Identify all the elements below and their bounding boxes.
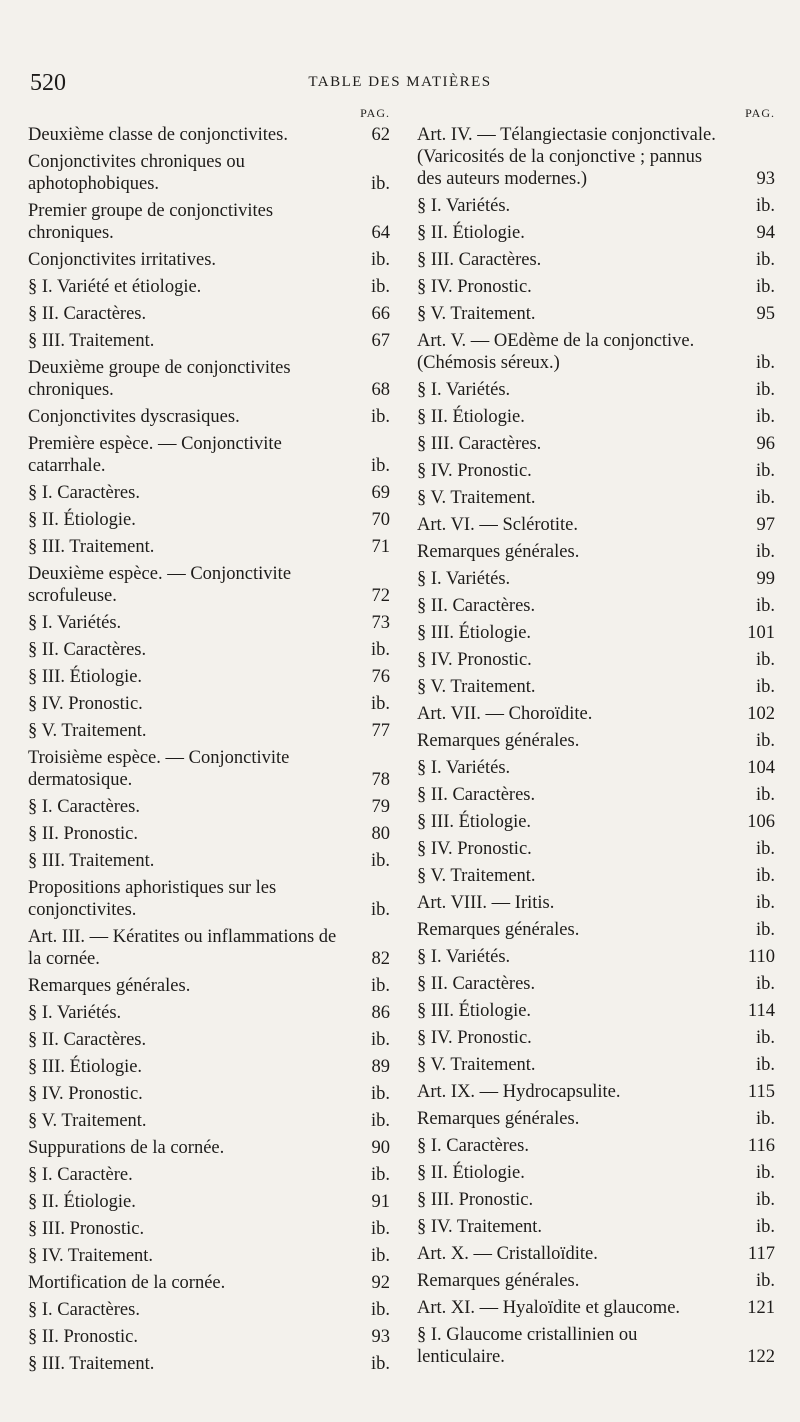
toc-entry-title: § II. Caractères. <box>417 974 536 994</box>
toc-entry-page: ib. <box>755 488 775 508</box>
toc-entry-page: ib. <box>755 893 775 913</box>
running-head: TABLE DES MATIÈRES <box>308 74 492 90</box>
toc-entry-page: ib. <box>370 456 390 476</box>
toc-entry-title: Conjonctivites chroniques ou aphotophobiques. <box>28 152 245 194</box>
toc-entry <box>417 730 775 752</box>
toc-entry-page: ib. <box>370 1030 390 1050</box>
toc-entry <box>417 946 775 968</box>
toc-entry-page: ib. <box>755 1217 775 1237</box>
toc-entry <box>417 249 775 271</box>
toc-entry <box>417 919 775 941</box>
toc-entry-title: § II. Étiologie. <box>417 1163 525 1183</box>
toc-entry-page: ib. <box>755 650 775 670</box>
toc-entry <box>28 1272 390 1294</box>
toc-entry <box>417 276 775 298</box>
toc-entry-title: Art. IX. — Hydrocapsulite. <box>417 1082 621 1102</box>
toc-entry-title: § III. Étiologie. <box>417 623 532 643</box>
toc-entry-title: § III. Pronostic. <box>417 1190 534 1210</box>
toc-entry <box>417 541 775 563</box>
toc-entry-title: Remarques générales. <box>417 1271 580 1291</box>
toc-entry <box>417 379 775 401</box>
toc-entry-page: ib. <box>370 640 390 660</box>
toc-entry-title: § III. Traitement. <box>28 1354 155 1374</box>
toc-entry-page: ib. <box>755 596 775 616</box>
toc-entry-page: 62 <box>371 125 390 145</box>
toc-entry-title: § III. Traitement. <box>28 851 155 871</box>
toc-entry-title: § I. Glaucome cristallinien ou lenticulaire. <box>417 1325 638 1367</box>
toc-entry-title: Art. V. — OEdème de la conjonctive. (Chémosis séreux.) <box>417 331 695 373</box>
toc-entry-title: § III. Caractères. <box>417 434 542 454</box>
toc-entry <box>28 1218 390 1240</box>
toc-entry <box>417 892 775 914</box>
toc-entry <box>28 823 390 845</box>
toc-entry-page: ib. <box>755 1028 775 1048</box>
toc-entry-title: § IV. Pronostic. <box>417 277 532 297</box>
toc-entry <box>28 406 390 428</box>
toc-entry-page: 115 <box>747 1082 775 1102</box>
toc-entry-title: § V. Traitement. <box>417 866 536 886</box>
toc-entry-title: § V. Traitement. <box>417 1055 536 1075</box>
toc-entry-page: 86 <box>371 1003 390 1023</box>
toc-entry-title: § V. Traitement. <box>28 721 147 741</box>
toc-entry <box>417 1000 775 1022</box>
toc-entry-page: ib. <box>370 174 390 194</box>
toc-entry-title: § IV. Pronostic. <box>28 694 143 714</box>
toc-entry-page: 91 <box>371 1192 390 1212</box>
toc-entry-page: 77 <box>371 721 390 741</box>
toc-entry <box>417 1243 775 1265</box>
toc-entry-title: § IV. Traitement. <box>417 1217 543 1237</box>
toc-entry-page: 80 <box>371 824 390 844</box>
toc-entry <box>28 303 390 325</box>
toc-entry-page: 116 <box>747 1136 775 1156</box>
toc-entry-page: ib. <box>755 1163 775 1183</box>
toc-entry <box>417 514 775 536</box>
toc-entry-page: 69 <box>371 483 390 503</box>
toc-entry-title: § I. Caractères. <box>28 1300 140 1320</box>
toc-entry-page: ib. <box>370 1354 390 1374</box>
toc-entry-title: § V. Traitement. <box>417 677 536 697</box>
toc-right-entries <box>417 124 775 1368</box>
toc-entry-page: ib. <box>370 976 390 996</box>
toc-entry-page: ib. <box>755 353 775 373</box>
toc-entry <box>417 1054 775 1076</box>
toc-entry <box>417 622 775 644</box>
toc-entry-title: Suppurations de la cornée. <box>28 1138 225 1158</box>
toc-entry <box>28 276 390 298</box>
toc-entry-page: 71 <box>371 537 390 557</box>
toc-entry-title: Première espèce. — Conjonctivite catarrhale. <box>28 434 282 476</box>
toc-entry <box>417 1297 775 1319</box>
toc-entry <box>28 1083 390 1105</box>
toc-entry <box>28 200 390 244</box>
toc-entry <box>28 796 390 818</box>
toc-entry-title: § III. Étiologie. <box>417 1001 532 1021</box>
toc-entry <box>28 151 390 195</box>
toc-entry-title: § II. Étiologie. <box>28 510 136 530</box>
toc-entry-page: 73 <box>371 613 390 633</box>
toc-entry <box>28 877 390 921</box>
toc-entry-title: § I. Caractères. <box>417 1136 529 1156</box>
toc-entry <box>28 1029 390 1051</box>
toc-entry <box>417 433 775 455</box>
toc-entry-title: § IV. Traitement. <box>28 1246 154 1266</box>
toc-entry-page: ib. <box>370 407 390 427</box>
toc-entry-title: § II. Pronostic. <box>28 1327 138 1347</box>
toc-entry <box>28 975 390 997</box>
toc-entry <box>28 639 390 661</box>
toc-entry-title: § II. Étiologie. <box>417 223 525 243</box>
toc-entry <box>28 433 390 477</box>
toc-entry-title: § II. Caractères. <box>417 785 536 805</box>
toc-entry-title: § II. Pronostic. <box>28 824 138 844</box>
toc-entry-page: ib. <box>755 677 775 697</box>
toc-entry-page: 102 <box>747 704 775 724</box>
toc-right-column <box>417 102 775 1373</box>
toc-entry-title: § II. Caractères. <box>28 640 147 660</box>
toc-entry-title: § I. Variétés. <box>28 613 122 633</box>
toc-entry-page: ib. <box>370 277 390 297</box>
toc-entry-title: § II. Étiologie. <box>417 407 525 427</box>
toc-entry <box>417 703 775 725</box>
toc-entry-title: § III. Caractères. <box>417 250 542 270</box>
toc-entry-page: 106 <box>747 812 775 832</box>
toc-entry <box>28 1164 390 1186</box>
toc-entry-page: 64 <box>371 223 390 243</box>
toc-entry <box>28 1326 390 1348</box>
toc-entry <box>417 1135 775 1157</box>
toc-entry <box>417 1189 775 1211</box>
toc-entry <box>28 1299 390 1321</box>
toc-entry <box>417 1162 775 1184</box>
toc-entry-title: Art. III. — Kératites ou inflammations de la cornée. <box>28 927 337 969</box>
pag-label-left: PAG. <box>360 106 390 120</box>
pag-label-right: PAG. <box>745 106 775 120</box>
toc-entry-page: ib. <box>370 900 390 920</box>
toc-entry-page: 117 <box>747 1244 775 1264</box>
toc-entry-title: § IV. Pronostic. <box>417 1028 532 1048</box>
toc-entry <box>417 487 775 509</box>
toc-entry-page: ib. <box>755 542 775 562</box>
toc-entry-title: § IV. Pronostic. <box>417 461 532 481</box>
toc-entry-title: Troisième espèce. — Conjonctivite dermatosique. <box>28 748 290 790</box>
toc-entry-page: ib. <box>755 380 775 400</box>
toc-entry <box>28 1002 390 1024</box>
toc-entry-page: 94 <box>756 223 775 243</box>
toc-entry-page: 122 <box>747 1347 775 1367</box>
toc-entry-page: ib. <box>370 1246 390 1266</box>
toc-entry-title: § III. Traitement. <box>28 331 155 351</box>
toc-entry-title: § IV. Pronostic. <box>417 650 532 670</box>
toc-entry-title: § II. Caractères. <box>417 596 536 616</box>
toc-entry-title: § II. Caractères. <box>28 1030 147 1050</box>
toc-entry-page: ib. <box>755 250 775 270</box>
toc-entry <box>417 1216 775 1238</box>
toc-entry-page: ib. <box>755 785 775 805</box>
toc-entry-title: § I. Variétés. <box>28 1003 122 1023</box>
toc-entry <box>417 649 775 671</box>
page-number: 520 <box>30 70 66 96</box>
toc-entry <box>28 330 390 352</box>
toc-entry-page: ib. <box>370 250 390 270</box>
toc-entry-title: Propositions aphoristiques sur les conjonctivites. <box>28 878 277 920</box>
toc-entry <box>28 509 390 531</box>
toc-entry <box>28 357 390 401</box>
toc-entry-title: Remarques générales. <box>28 976 191 996</box>
toc-entry <box>417 1108 775 1130</box>
toc-entry-title: § V. Traitement. <box>417 488 536 508</box>
toc-entry-title: § I. Caractères. <box>28 797 140 817</box>
toc-entry <box>417 973 775 995</box>
toc-entry <box>417 1324 775 1368</box>
toc-entry <box>28 850 390 872</box>
toc-entry-page: 95 <box>756 304 775 324</box>
toc-entry-page: ib. <box>370 1219 390 1239</box>
toc-entry-title: Remarques générales. <box>417 542 580 562</box>
toc-entry-page: ib. <box>755 866 775 886</box>
toc-entry-page: ib. <box>755 920 775 940</box>
toc-entry-title: § III. Pronostic. <box>28 1219 145 1239</box>
toc-entry-title: Deuxième espèce. — Conjonctivite scrofuleuse. <box>28 564 292 606</box>
toc-entry <box>417 676 775 698</box>
toc-entry <box>28 1191 390 1213</box>
toc-entry-title: § I. Variété et étiologie. <box>28 277 202 297</box>
toc-entry <box>417 595 775 617</box>
toc-entry-page: 76 <box>371 667 390 687</box>
toc-entry <box>417 784 775 806</box>
toc-entry-title: Remarques générales. <box>417 920 580 940</box>
toc-entry-page: 101 <box>747 623 775 643</box>
toc-entry-page: ib. <box>755 1271 775 1291</box>
toc-entry-page: 114 <box>747 1001 775 1021</box>
toc-entry-title: Art. VIII. — Iritis. <box>417 893 555 913</box>
toc-entry <box>28 1353 390 1375</box>
toc-entry-title: Deuxième groupe de conjonctivites chroniques. <box>28 358 291 400</box>
toc-entry-page: 66 <box>371 304 390 324</box>
toc-entry <box>417 303 775 325</box>
toc-entry <box>417 811 775 833</box>
toc-entry <box>28 693 390 715</box>
toc-entry <box>28 1137 390 1159</box>
toc-entry-page: 79 <box>371 797 390 817</box>
toc-entry <box>417 757 775 779</box>
toc-entry <box>417 195 775 217</box>
toc-entry-page: ib. <box>370 1084 390 1104</box>
toc-entry-page: ib. <box>755 277 775 297</box>
toc-entry <box>417 124 775 190</box>
toc-entry-title: § I. Variétés. <box>417 569 511 589</box>
toc-entry-page: 70 <box>371 510 390 530</box>
toc-entry <box>28 124 390 146</box>
toc-entry-page: ib. <box>755 407 775 427</box>
toc-entry-page: ib. <box>755 1109 775 1129</box>
toc-entry-title: Art. VII. — Choroïdite. <box>417 704 593 724</box>
toc-entry-page: 89 <box>371 1057 390 1077</box>
toc-entry-page: ib. <box>755 1055 775 1075</box>
toc-entry-page: 78 <box>371 770 390 790</box>
toc-entry-title: § I. Caractères. <box>28 483 140 503</box>
toc-entry-title: § II. Caractères. <box>28 304 147 324</box>
toc-entry <box>28 926 390 970</box>
toc-entry <box>28 1110 390 1132</box>
toc-entry-title: Art. XI. — Hyaloïdite et glaucome. <box>417 1298 681 1318</box>
toc-entry-page: ib. <box>755 461 775 481</box>
toc-entry-page: 96 <box>756 434 775 454</box>
toc-entry <box>28 482 390 504</box>
toc-entry <box>417 1081 775 1103</box>
toc-entry-page: 93 <box>756 169 775 189</box>
toc-entry-title: Mortification de la cornée. <box>28 1273 226 1293</box>
toc-entry <box>417 568 775 590</box>
toc-entry <box>28 720 390 742</box>
toc-entry <box>28 1056 390 1078</box>
toc-entry-title: § III. Étiologie. <box>28 667 143 687</box>
toc-entry <box>417 1270 775 1292</box>
toc-entry-page: 92 <box>371 1273 390 1293</box>
toc-entry-title: Art. IV. — Télangiectasie conjonctivale. (Varicosités de la conjonctive ; pannus des auteurs modernes.) <box>417 125 716 189</box>
toc-entry-title: § I. Variétés. <box>417 947 511 967</box>
toc-entry-title: § I. Variétés. <box>417 380 511 400</box>
toc-entry-page: ib. <box>755 196 775 216</box>
toc-entry-page: ib. <box>370 1111 390 1131</box>
toc-entry-title: Art. X. — Cristalloïdite. <box>417 1244 598 1264</box>
toc-entry <box>28 612 390 634</box>
toc-entry-page: ib. <box>755 731 775 751</box>
toc-entry-title: § III. Étiologie. <box>28 1057 143 1077</box>
toc-entry <box>28 747 390 791</box>
toc-entry-title: Deuxième classe de conjonctivites. <box>28 125 288 145</box>
toc-entry-title: Conjonctivites irritatives. <box>28 250 217 270</box>
toc-entry-title: Premier groupe de conjonctivites chroniques. <box>28 201 274 243</box>
toc-entry-title: § V. Traitement. <box>28 1111 147 1131</box>
toc-entry-title: § IV. Pronostic. <box>28 1084 143 1104</box>
toc-entry <box>417 406 775 428</box>
toc-entry-page: 72 <box>371 586 390 606</box>
toc-entry-title: § III. Traitement. <box>28 537 155 557</box>
toc-entry-title: Remarques générales. <box>417 731 580 751</box>
toc-entry-page: 82 <box>371 949 390 969</box>
toc-entry-title: § V. Traitement. <box>417 304 536 324</box>
toc-entry-page: 68 <box>371 380 390 400</box>
toc-entry <box>28 563 390 607</box>
toc-entry-title: § III. Étiologie. <box>417 812 532 832</box>
toc-entry-page: 121 <box>747 1298 775 1318</box>
toc-entry-title: § I. Variétés. <box>417 758 511 778</box>
toc-entry-title: § I. Caractère. <box>28 1165 133 1185</box>
toc-entry-title: Remarques générales. <box>417 1109 580 1129</box>
toc-entry-page: ib. <box>755 1190 775 1210</box>
toc-entry-page: ib. <box>755 974 775 994</box>
toc-entry <box>28 536 390 558</box>
toc-entry-page: ib. <box>755 839 775 859</box>
toc-entry-page: 93 <box>371 1327 390 1347</box>
toc-entry-page: ib. <box>370 1300 390 1320</box>
toc-entry-page: ib. <box>370 1165 390 1185</box>
toc-entry-title: § IV. Pronostic. <box>417 839 532 859</box>
toc-entry <box>28 666 390 688</box>
toc-entry <box>417 330 775 374</box>
toc-entry-page: 67 <box>371 331 390 351</box>
toc-entry-title: Art. VI. — Sclérotite. <box>417 515 578 535</box>
toc-entry-page: 97 <box>756 515 775 535</box>
toc-entry-page: 104 <box>747 758 775 778</box>
toc-entry-page: ib. <box>370 851 390 871</box>
toc-entry <box>417 222 775 244</box>
toc-entry <box>417 865 775 887</box>
toc-left-entries <box>28 124 390 1375</box>
toc-entry-page: 110 <box>747 947 775 967</box>
toc-entry <box>417 460 775 482</box>
toc-entry-page: ib. <box>370 694 390 714</box>
toc-entry-page: 99 <box>756 569 775 589</box>
toc-entry <box>28 249 390 271</box>
toc-entry <box>417 838 775 860</box>
toc-entry-page: 90 <box>371 1138 390 1158</box>
toc-entry-title: § II. Étiologie. <box>28 1192 136 1212</box>
toc-entry-title: Conjonctivites dyscrasiques. <box>28 407 240 427</box>
toc-left-column <box>28 102 390 1380</box>
toc-entry-title: § I. Variétés. <box>417 196 511 216</box>
toc-entry <box>28 1245 390 1267</box>
toc-entry <box>417 1027 775 1049</box>
